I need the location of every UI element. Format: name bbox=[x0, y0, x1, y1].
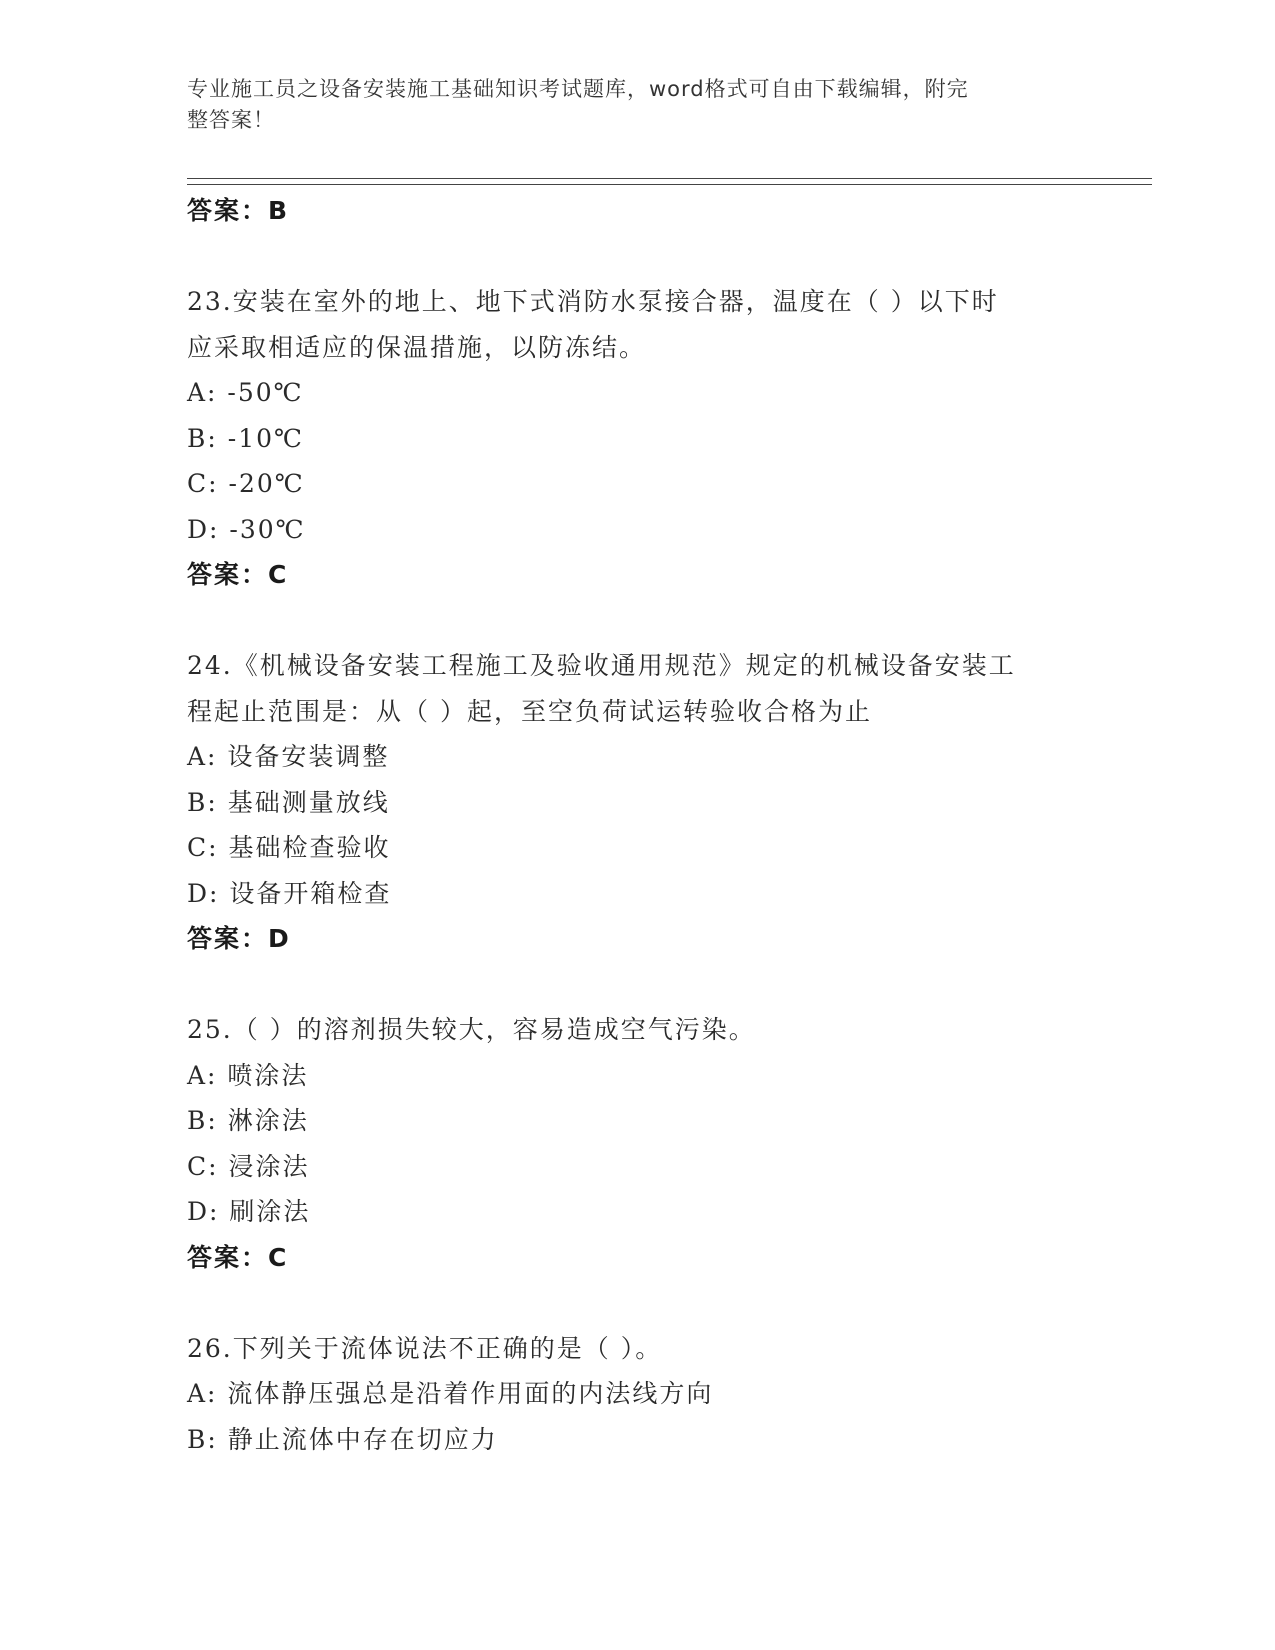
option-d: D: -30℃ bbox=[187, 514, 306, 544]
spacer bbox=[187, 1280, 1107, 1326]
option-a: A: 流体静压强总是沿着作用面的内法线方向 bbox=[187, 1379, 714, 1408]
option-a: A: 设备安装调整 bbox=[187, 742, 390, 771]
question-23 bbox=[187, 279, 1107, 598]
option-d: D: 设备开箱检查 bbox=[187, 878, 392, 908]
question-stem-line: 23.安装在室外的地上、地下式消防水泵接合器，温度在（ ）以下时 bbox=[187, 287, 999, 316]
header-rule-top bbox=[187, 178, 1152, 179]
header-line-2: 整答案！ bbox=[187, 108, 275, 132]
option-c: C: 基础检查验收 bbox=[187, 833, 391, 862]
document-header bbox=[187, 74, 1067, 136]
option-c: C: 浸涂法 bbox=[187, 1151, 310, 1181]
spacer bbox=[187, 962, 1107, 1008]
question-stem-line: 26.下列关于流体说法不正确的是（ ）。 bbox=[187, 1333, 663, 1363]
option-d: D: 刷涂法 bbox=[187, 1197, 311, 1226]
question-stem-line: 25.（ ）的溶剂损失较大，容易造成空气污染。 bbox=[187, 1015, 756, 1044]
answer: 答案：D bbox=[187, 924, 291, 953]
question-stem-line: 应采取相适应的保温措施，以防冻结。 bbox=[187, 332, 647, 362]
header-line-1: 专业施工员之设备安装施工基础知识考试题库，word格式可自由下载编辑，附完 bbox=[187, 77, 969, 101]
previous-answer: 答案：B bbox=[187, 196, 290, 225]
question-stem-line: 程起止范围是：从（ ）起，至空负荷试运转验收合格为止 bbox=[187, 696, 872, 726]
spacer bbox=[187, 234, 1107, 280]
question-stem-line: 24.《机械设备安装工程施工及验收通用规范》规定的机械设备安装工 bbox=[187, 651, 1016, 680]
option-b: B: -10℃ bbox=[187, 423, 304, 453]
option-a: A: -50℃ bbox=[187, 378, 304, 407]
option-b: B: 淋涂法 bbox=[187, 1106, 309, 1135]
question-24 bbox=[187, 643, 1107, 962]
option-b: B: 基础测量放线 bbox=[187, 787, 390, 817]
header-rule-bottom bbox=[187, 184, 1152, 185]
option-c: C: -20℃ bbox=[187, 469, 305, 498]
option-a: A: 喷涂法 bbox=[187, 1060, 309, 1090]
question-list bbox=[187, 188, 1107, 1462]
option-b: B: 静止流体中存在切应力 bbox=[187, 1424, 498, 1454]
question-25 bbox=[187, 1007, 1107, 1280]
answer: 答案：C bbox=[187, 1242, 289, 1272]
spacer bbox=[187, 598, 1107, 644]
question-26 bbox=[187, 1326, 1107, 1463]
answer: 答案：C bbox=[187, 560, 289, 589]
